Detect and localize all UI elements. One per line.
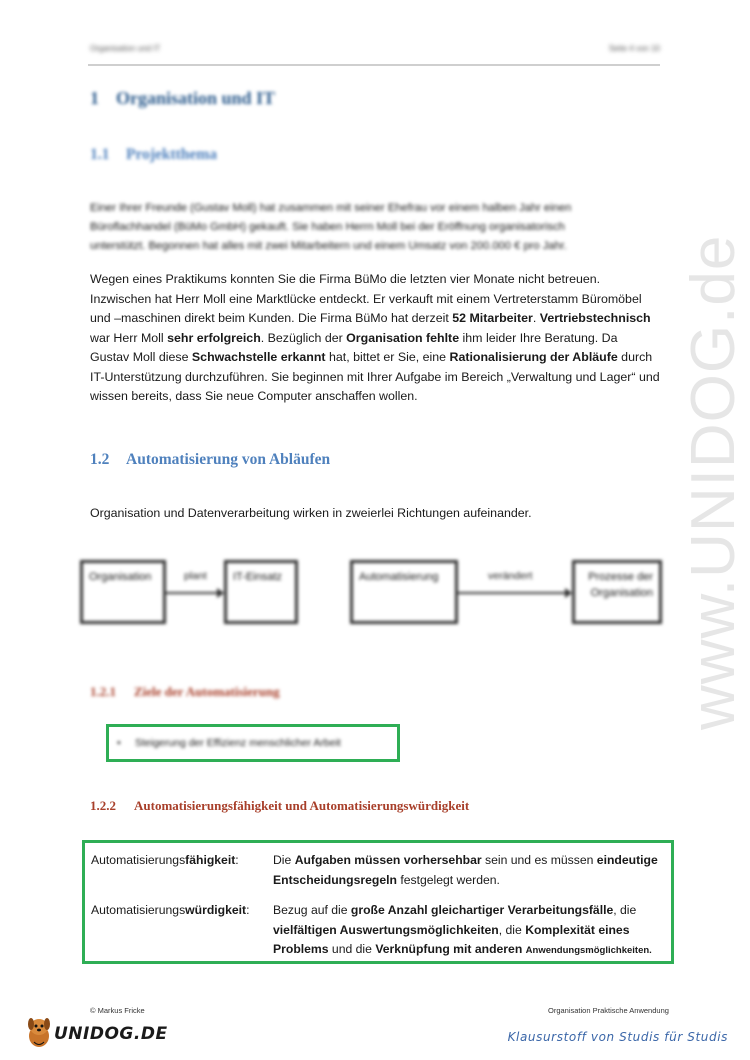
footer-left: © Markus Fricke xyxy=(90,1006,145,1015)
def-bold: Komplexität eines Problems xyxy=(273,922,630,956)
heading-1-1-number: 1.1 xyxy=(90,146,110,163)
para-bold: 52 Mitarbeiter xyxy=(452,311,533,325)
heading-1-2-1-title: Ziele der Automatisierung xyxy=(134,684,280,699)
def-text: , die xyxy=(613,903,637,917)
para-text: Wegen eines Praktikums konnten Sie die Firma BüMo die letzten vier Monate nicht betreuen. Inzwischen hat Herr Moll eine Marktlücke entdeckt. Er verkauft mit einem Vertreterstamm Büromöbel und –maschinen direkt beim Kunden. Die Firma BüMo hat derzeit xyxy=(90,272,642,325)
heading-1 xyxy=(90,88,275,109)
def-bold: vielfältigen Auswertungsmöglichkeiten xyxy=(273,922,499,937)
para-text: hat, bittet er Sie, eine xyxy=(325,350,450,364)
diagram-label-plant: plant xyxy=(184,570,207,582)
footer-right: Organisation Praktische Anwendung xyxy=(548,1006,669,1015)
heading-1-1 xyxy=(90,146,217,164)
header-left: Organisation und IT xyxy=(90,44,161,53)
heading-1-2-2-number: 1.2.2 xyxy=(90,798,116,813)
para-text: ihm leider Ihre Beratung. Da Gustav Moll diese xyxy=(90,330,618,364)
para-bold: Organisation fehlte xyxy=(346,330,460,345)
heading-1-2-title: Automatisierung von Abläufen xyxy=(126,451,331,468)
logo-text: UNIDOG.DE xyxy=(54,1024,168,1044)
diagram-box-prozesse: Prozesse der Organisation xyxy=(572,560,662,624)
intro-line-2: Büroflachhandel (BüMo GmbH) gekauft. Sie haben Herrn Moll bei der Eröffnung organisatorisch xyxy=(90,221,565,233)
heading-1-2 xyxy=(90,451,330,469)
para-bold: Vertriebstechnisch xyxy=(539,311,651,325)
heading-1-2-number: 1.2 xyxy=(90,451,110,468)
term-prefix: Automatisierungs xyxy=(91,853,186,867)
def-text: Bezug auf die xyxy=(273,903,351,917)
goal-item: Steigerung der Effizienz menschlicher Arbeit xyxy=(135,737,341,749)
def-text: , die xyxy=(498,922,526,937)
para-text: war Herr Moll xyxy=(90,330,168,345)
dog-icon xyxy=(24,1014,54,1050)
definition-text xyxy=(273,901,663,961)
term-colon: : xyxy=(246,903,250,917)
para-text: . Bezüglich der xyxy=(260,330,347,345)
diagram-arrow-1 xyxy=(166,592,222,594)
diagram-box-organisation: Organisation xyxy=(80,560,166,624)
definitions-box xyxy=(82,840,674,964)
heading-1-2-1 xyxy=(90,684,280,700)
unidog-logo[interactable] xyxy=(24,1014,168,1050)
heading-1-2-2-title: Automatisierungsfähigkeit und Automatisierungswürdigkeit xyxy=(134,798,470,813)
diagram-box-it: IT-Einsatz xyxy=(224,560,298,624)
heading-1-2-1-number: 1.2.1 xyxy=(90,684,116,699)
def-text: Die xyxy=(273,853,295,867)
goals-box xyxy=(106,724,400,762)
para-text: . xyxy=(532,311,540,325)
intro-line-3: unterstützt. Begonnen hat alles mit zwei Mitarbeitern und einem Umsatz von 200.000 € pro Jahr. xyxy=(90,240,567,252)
def-text: sein und es müssen xyxy=(481,853,597,867)
definition-term xyxy=(91,851,269,871)
def-bold: Verknüpfung mit anderen xyxy=(375,942,523,956)
heading-1-number: 1 xyxy=(90,88,99,108)
para-text: durch IT-Unterstützung durchzuführen. Sie beginnen mit Ihrer Aufgabe im Bereich „Verwaltung und Lager“ und wissen bereits, dass Sie neue Computer anschaffen wollen. xyxy=(90,350,660,403)
definition-term xyxy=(91,901,269,921)
para-bold: sehr erfolgreich xyxy=(167,330,261,345)
diagram-box-automatisierung: Automatisierung xyxy=(350,560,458,624)
def-bold: Aufgaben müssen vorhersehbar xyxy=(294,853,482,867)
para-bold: Schwachstelle erkannt xyxy=(191,350,326,364)
heading-1-title: Organisation und IT xyxy=(116,88,276,108)
term-bold: fähigkeit xyxy=(185,853,236,867)
heading-1-1-title: Projektthema xyxy=(126,146,217,163)
watermark: www.UNIDOG.de xyxy=(679,234,748,730)
term-prefix: Automatisierungs xyxy=(91,903,186,917)
header-right: Seite 4 von 10 xyxy=(608,44,660,53)
bullet: • xyxy=(117,737,121,749)
section-1-2-text: Organisation und Datenverarbeitung wirken in zweierlei Richtungen aufeinander. xyxy=(90,506,532,520)
header-rule xyxy=(88,64,660,66)
def-small-bold: Anwendungsmöglichkeiten. xyxy=(525,945,652,956)
def-text: und die xyxy=(328,942,376,956)
project-paragraph xyxy=(90,270,660,407)
def-bold: große Anzahl gleichartiger Verarbeitungsfälle xyxy=(350,903,614,917)
def-text: festgelegt werden. xyxy=(396,872,500,887)
diagram-arrow-2 xyxy=(458,592,570,594)
term-colon: : xyxy=(235,853,239,867)
intro-line-1: Einer Ihrer Freunde (Gustav Moll) hat zusammen mit seiner Ehefrau vor einem halben Jahr einen xyxy=(90,202,572,214)
intro-paragraph xyxy=(90,199,660,256)
term-bold: würdigkeit xyxy=(185,903,247,917)
heading-1-2-2 xyxy=(90,798,469,814)
def-bold: eindeutige Entscheidungsregeln xyxy=(273,853,658,887)
para-bold: Rationalisierung der Abläufe xyxy=(449,350,618,364)
diagram-label-veraendert: verändert xyxy=(488,570,533,582)
tagline: Klausurstoff von Studis für Studis xyxy=(507,1030,728,1044)
definition-text xyxy=(273,851,663,890)
organisation-diagram xyxy=(80,560,662,624)
